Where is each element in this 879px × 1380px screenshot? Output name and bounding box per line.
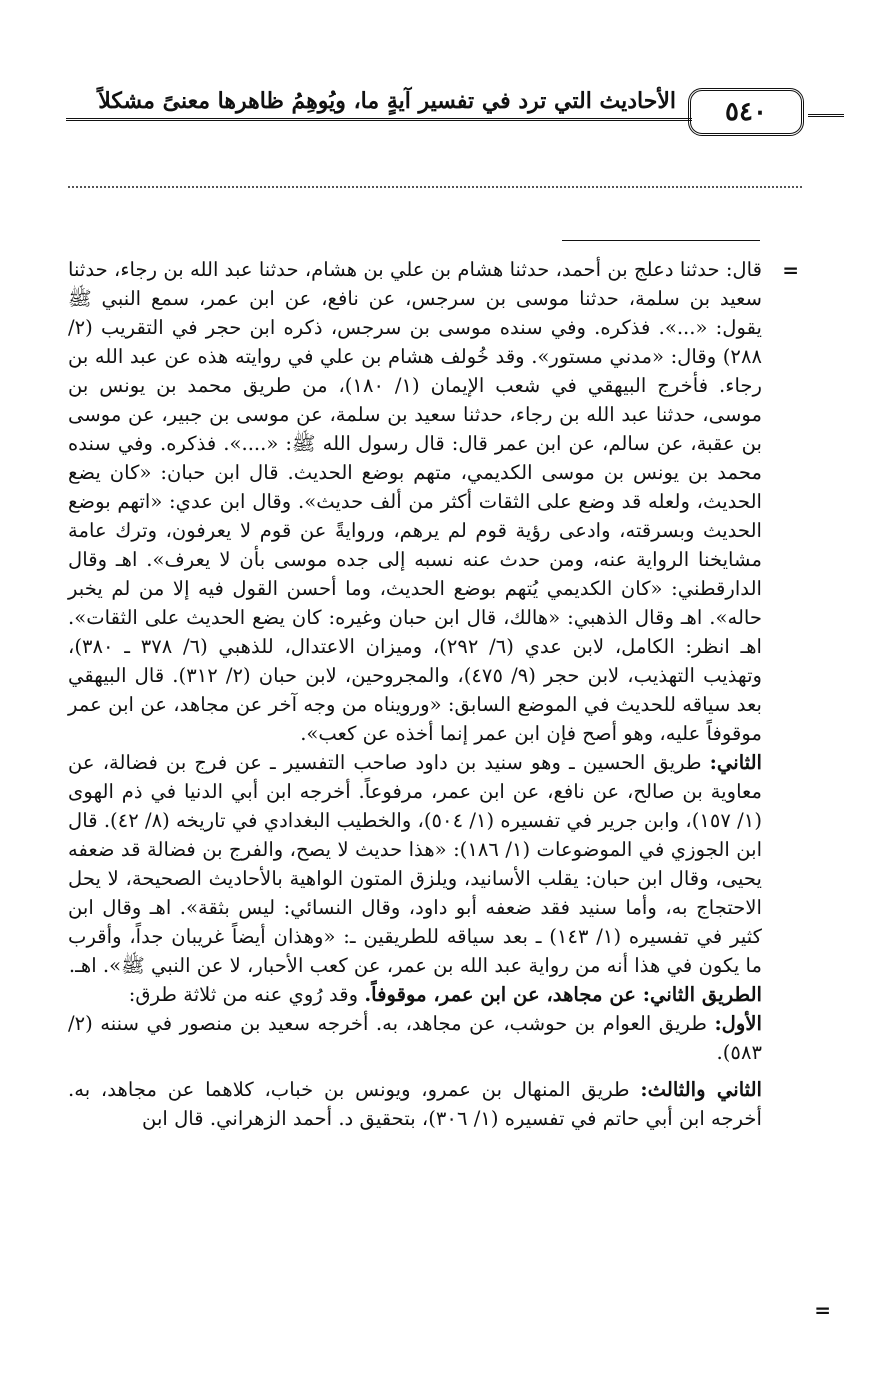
paragraph-2 [68, 748, 762, 980]
paragraph-lead: الأول: [714, 1012, 762, 1035]
page-number: ٥٤٠ [725, 97, 767, 127]
header-ornament-rule [808, 114, 844, 117]
paragraph-text: طريق المنهال بن عمرو، ويونس بن خباب، كلاهما عن مجاهد، به. أخرجه ابن أبي حاتم في تفسيره (١/ ٣٠٦)، بتحقيق د. أحمد الزهراني. قال ابن [68, 1078, 762, 1130]
paragraph-text: طريق الحسين ـ وهو سنيد بن داود صاحب التفسير ـ عن فرج بن فضالة، عن معاوية بن صالح، عن نافع، عن ابن عمر، مرفوعاً. أخرجه ابن أبي الدنيا في ذم الهوى (١/ ١٥٧)، وابن جرير في تفسيره (١/ ٥٠٤)، والخطيب البغدادي في تاريخه (٨/ ٤٢). قال ابن الجوزي في الموضوعات (١/ ١٨٦): «هذا حديث لا يصح، والفرج بن فضالة قد ضعفه يحيى، وقال ابن حبان: يقلب الأسانيد، ويلزق المتون الواهية بالأحاديث الصحيحة، لا يحل الاحتجاج به، وأما سنيد فقد ضعفه أبو داود، وقال النسائي: ليس بثقة». اهـ وقال ابن كثير في تفسيره (١/ ١٤٣) ـ بعد سياقه للطريقين ـ: «وهذان أيضاً غريبان جداً، وأقرب ما يكون في هذا أنه من رواية عبد الله بن عمر، عن كعب الأحبار، لا عن النبي ﷺ». اهـ. [68, 751, 763, 977]
paragraph-text: وقد رُوي عنه من ثلاثة طرق: [128, 983, 365, 1006]
header-rule [66, 118, 692, 121]
running-header [66, 88, 804, 138]
dotted-separator [68, 186, 802, 188]
paragraph-text: قال: حدثنا دعلج بن أحمد، حدثنا هشام بن علي بن هشام، حدثنا عبد الله بن رجاء، حدثنا سعيد بن سلمة، حدثنا موسى بن سرجس، عن نافع، عن ابن عمر، سمع النبي ﷺ يقول: «...». فذكره. وفي سنده موسى بن سرجس، ذكره ابن حجر في التقريب (٢/ ٢٨٨) وقال: «مدني مستور». وقد خُولف هشام بن علي في روايته هذه عن عبد الله بن رجاء. فأخرج البيهقي في شعب الإيمان (١/ ١٨٠)، من طريق محمد بن يونس بن موسى، حدثنا عبد الله بن رجاء، حدثنا سعيد بن سلمة، عن موسى بن جبير، عن موسى بن عقبة، عن سالم، عن ابن عمر قال: قال رسول الله ﷺ: «....». فذكره. وفي سنده محمد بن يونس بن موسى الكديمي، متهم بوضع الحديث. قال ابن حبان: «كان يضع الحديث، ولعله قد وضع على الثقات أكثر من ألف حديث». وقال ابن عدي: «اتهم بوضع الحديث وبسرقته، وادعى رؤية قوم لم يرهم، وروايةً عن قوم لا يعرفون، وترك عامة مشايخنا الرواية عنه، ومن حدث عنه نسبه إلى جده موسى بأن لا يعرف». اهـ وقال الدارقطني: «كان الكديمي يُتهم بوضع الحديث، وما أحسن القول فيه إلا من لم يخبر حاله». اهـ وقال الذهبي: «هالك، قال ابن حبان وغيره: كان يضع الحديث على الثقات». اهـ انظر: الكامل، لابن عدي (٦/ ٢٩٢)، وميزان الاعتدال، للذهبي (٦/ ٣٧٨ ـ ٣٨٠)، وتهذيب التهذيب، لابن حجر (٩/ ٤٧٥)، والمجروحين، لابن حبان (٢/ ٣١٢). قال البيهقي بعد سياقه للحديث في الموضع السابق: «ورويناه من وجه آخر عن مجاهد، عن ابن عمر موقوفاً عليه، وهو أصح فإن ابن عمر إنما أخذه عن كعب». [68, 258, 762, 745]
paragraph-lead: الثاني والثالث: [640, 1078, 762, 1101]
paragraph-lead: الطريق الثاني: عن مجاهد، عن ابن عمر، موقوفاً. [364, 983, 762, 1006]
continuation-mark-top: = [782, 258, 799, 282]
paragraph-text: طريق العوام بن حوشب، عن مجاهد، به. أخرجه سعيد بن منصور في سننه (٢/ ٥٨٣). [68, 1012, 762, 1064]
paragraph-3 [68, 980, 762, 1009]
continuation-mark-bottom: = [814, 1298, 831, 1322]
paragraph-4 [68, 1009, 762, 1067]
footnote-separator [562, 240, 760, 241]
page-number-frame [688, 88, 804, 136]
footnote-body [68, 255, 762, 1133]
paragraph-1 [68, 255, 762, 748]
paragraph-lead: الثاني: [709, 751, 762, 774]
running-title: الأحاديث التي ترد في تفسير آيةٍ ما، ويُوهِمُ ظاهرها معنىً مشكلاً [98, 88, 676, 114]
paragraph-5 [68, 1075, 762, 1133]
